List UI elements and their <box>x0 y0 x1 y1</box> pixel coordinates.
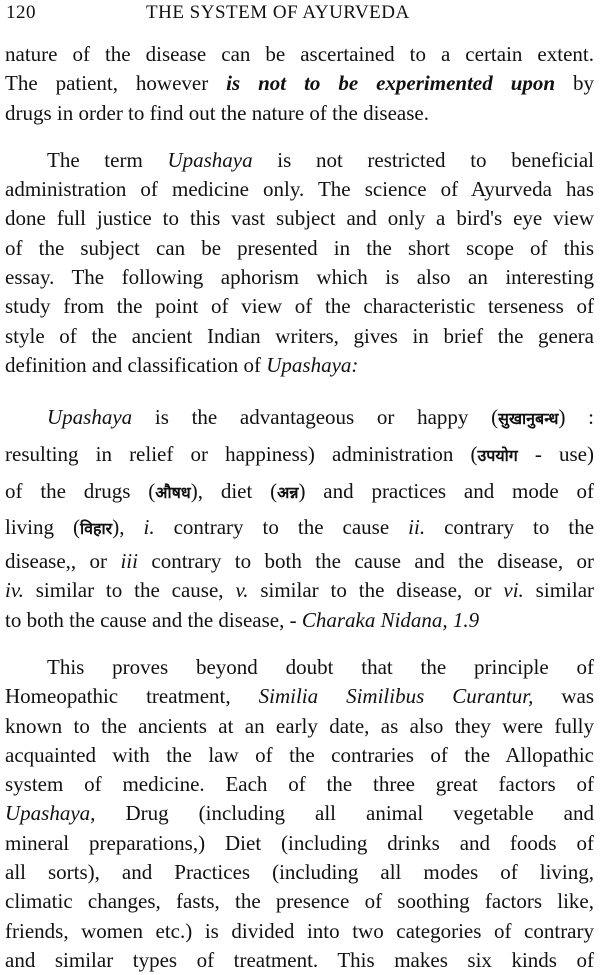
text-line: climatic changes, fasts, the presence of soothing factors like, <box>5 889 594 914</box>
text-line: administration of medicine only. The science of Ayurveda has <box>5 177 594 202</box>
devanagari-term: अन्न <box>277 482 299 502</box>
text-line: of the drugs (औषध), diet (अन्न) and practices and mode of <box>5 478 594 503</box>
text-line: style of the ancient Indian writers, gives in brief the genera <box>5 323 594 348</box>
text-line: nature of the disease can be ascertained to a certain extent. <box>5 42 594 66</box>
text-line: This proves beyond doubt that the principle of <box>47 654 594 679</box>
citation: Charaka Nidana, 1.9 <box>301 607 480 632</box>
numeral-italic: v. <box>235 578 249 603</box>
text-line: Upashaya is the advantageous or happy (सुखानुबन्ध) : <box>47 405 594 430</box>
numeral-italic: vi. <box>503 578 524 603</box>
term-italic: Upashaya: <box>266 352 359 377</box>
text-line: and similar types of treatment. This makes six kinds of <box>5 947 594 972</box>
latin-phrase: Similia Similibus Curantur, <box>258 684 534 709</box>
text-line: friends, women etc.) is divided into two categories of contrary <box>5 918 594 943</box>
text-line: definition and classification of Upashaya: <box>5 352 359 377</box>
text-line: of the subject can be presented in the short scope of this <box>5 235 594 260</box>
term-italic: Upashaya <box>47 405 133 430</box>
text-line: known to the ancients at an early date, as also they were fully <box>5 713 594 738</box>
text-line: Homeopathic treatment, Similia Similibus Curantur, was <box>5 684 594 709</box>
paragraph-4 <box>5 653 594 975</box>
numeral-italic: iv. <box>5 578 24 603</box>
numeral-italic: i. <box>143 515 155 540</box>
emphasis: is not to be experimented upon <box>226 71 556 96</box>
paragraph-1 <box>5 40 594 128</box>
text-line: to both the cause and the disease, - Charaka Nidana, 1.9 <box>5 607 480 632</box>
devanagari-term: उपयोग <box>477 445 518 465</box>
term-italic: Upashaya, <box>5 801 96 826</box>
text-line: system of medicine. Each of the three great factors of <box>5 772 594 797</box>
devanagari-term: सुखानुबन्ध <box>498 409 559 429</box>
text-line: living (विहार), i. contrary to the cause ii. contrary to the <box>5 515 595 540</box>
text-line: done full justice to this vast subject and only a bird's eye view <box>5 206 594 231</box>
text-line: study from the point of view of the characteristic terseness of <box>5 294 594 319</box>
text-line: all sorts), and Practices (including all modes of living, <box>5 860 594 885</box>
running-title: THE SYSTEM OF AYURVEDA <box>146 2 410 23</box>
devanagari-term: औषध <box>155 482 191 502</box>
text-line: The term Upashaya is not restricted to beneficial <box>47 147 594 172</box>
text-line: The patient, however is not to be experimented upon by <box>5 71 595 96</box>
text-line: Upashaya, Drug (including all animal vegetable and <box>5 801 594 826</box>
text-line: mineral preparations,) Diet (including drinks and foods of <box>5 830 594 855</box>
text-line: drugs in order to find out the nature of the disease. <box>5 100 429 125</box>
page-header <box>5 0 594 34</box>
paragraph-3 <box>5 400 594 635</box>
paragraph-2 <box>5 146 594 380</box>
text-line: resulting in relief or happiness) administration (उपयोग - use) <box>5 441 594 466</box>
term-italic: Upashaya <box>167 147 253 172</box>
text-line: disease,, or iii contrary to both the cause and the disease, or <box>5 549 594 574</box>
numeral-italic: ii. <box>408 515 426 540</box>
text-line: essay. The following aphorism which is also an interesting <box>5 265 594 290</box>
page-number: 120 <box>6 2 36 23</box>
text-line: iv. similar to the cause, v. similar to the disease, or vi. similar <box>5 578 595 603</box>
text-line: acquainted with the law of the contraries of the Allopathic <box>5 742 594 767</box>
devanagari-term: विहार <box>80 519 113 539</box>
numeral-italic: iii <box>120 549 138 574</box>
